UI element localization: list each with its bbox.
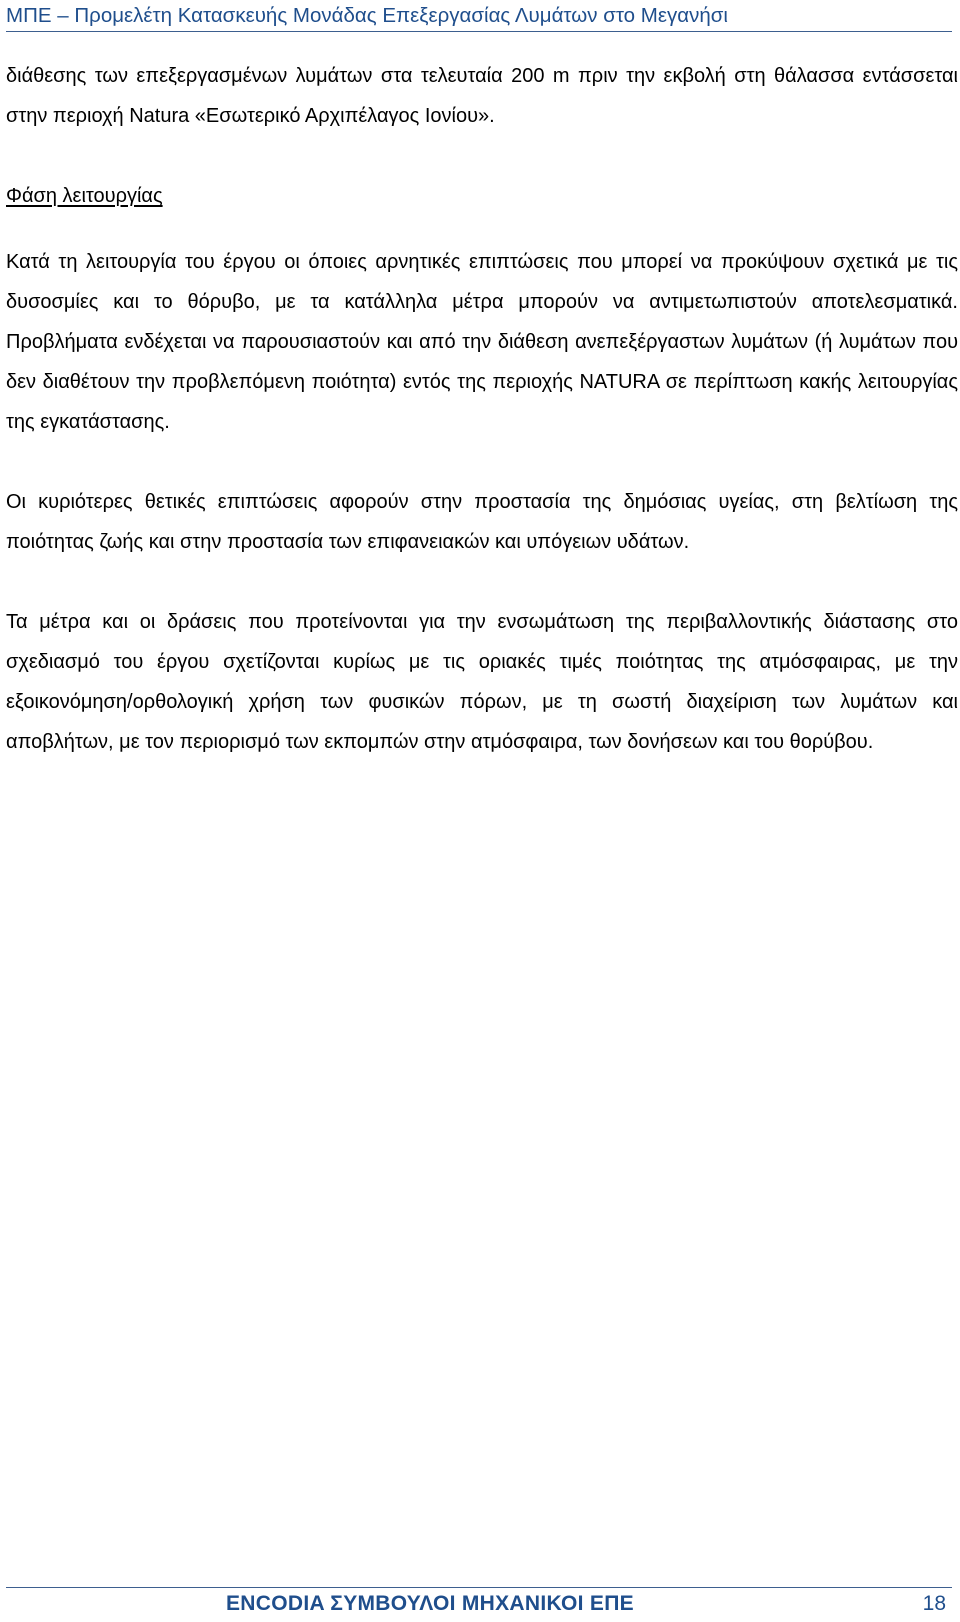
header-title: ΜΠΕ – Προμελέτη Κατασκευής Μονάδας Επεξεργασίας Λυμάτων στο Μεγανήσι: [6, 4, 728, 27]
paragraph-positive-impacts: Οι κυριότερες θετικές επιπτώσεις αφορούν στην προστασία της δημόσιας υγείας, στη βελτίωση της ποιότητας ζωής και στην προστασία των επιφανειακών και υπόγειων υδάτων.: [6, 491, 958, 553]
footer-organization: ENCODIA ΣΥΜΒΟΥΛΟΙ ΜΗΧΑΝΙΚΟΙ ΕΠΕ: [226, 1592, 634, 1615]
page-footer: [6, 1587, 952, 1622]
section-heading: Φάση λειτουργίας: [6, 185, 163, 207]
page-header: [6, 0, 952, 32]
intro-paragraph: διάθεσης των επεξεργασμένων λυμάτων στα τελευταία 200 m πριν την εκβολή στη θάλασσα εντάσσεται στην περιοχή Natura «Εσωτερικό Αρχιπέλαγος Ιονίου».: [6, 65, 958, 127]
paragraph-measures: Τα μέτρα και οι δράσεις που προτείνονται για την ενσωμάτωση της περιβαλλοντικής διάστασης στο σχεδιασμό του έργου σχετίζονται κυρίως με τις οριακές τιμές ποιότητας της ατμόσφαιρας, με την εξοικονόμηση/ορθολογική χρήση των φυσικών πόρων, με τη σωστή διαχείριση των λυμάτων και αποβλήτων, με τον περιορισμό των εκπομπών στην ατμόσφαιρα, των δονήσεων και του θορύβου.: [6, 611, 958, 753]
paragraph-operation-impacts: Κατά τη λειτουργία του έργου οι όποιες αρνητικές επιπτώσεις που μπορεί να προκύψουν σχετικά με τις δυσοσμίες και το θόρυβο, με τα κατάλληλα μέτρα μπορούν να αντιμετωπιστούν αποτελεσματικά. Προβλήματα ενδέχεται να παρουσιαστούν και από την διάθεση ανεπεξέργαστων λυμάτων (ή λυμάτων που δεν διαθέτουν την προβλεπόμενη ποιότητα) εντός της περιοχής NATURA σε περίπτωση κακής λειτουργίας της εγκατάστασης.: [6, 251, 958, 433]
page-number: 18: [922, 1592, 946, 1615]
paragraph-spacer: [6, 216, 958, 242]
document-body: [6, 56, 958, 762]
paragraph-spacer: [6, 442, 958, 482]
paragraph-spacer: [6, 136, 958, 176]
paragraph-spacer: [6, 562, 958, 602]
